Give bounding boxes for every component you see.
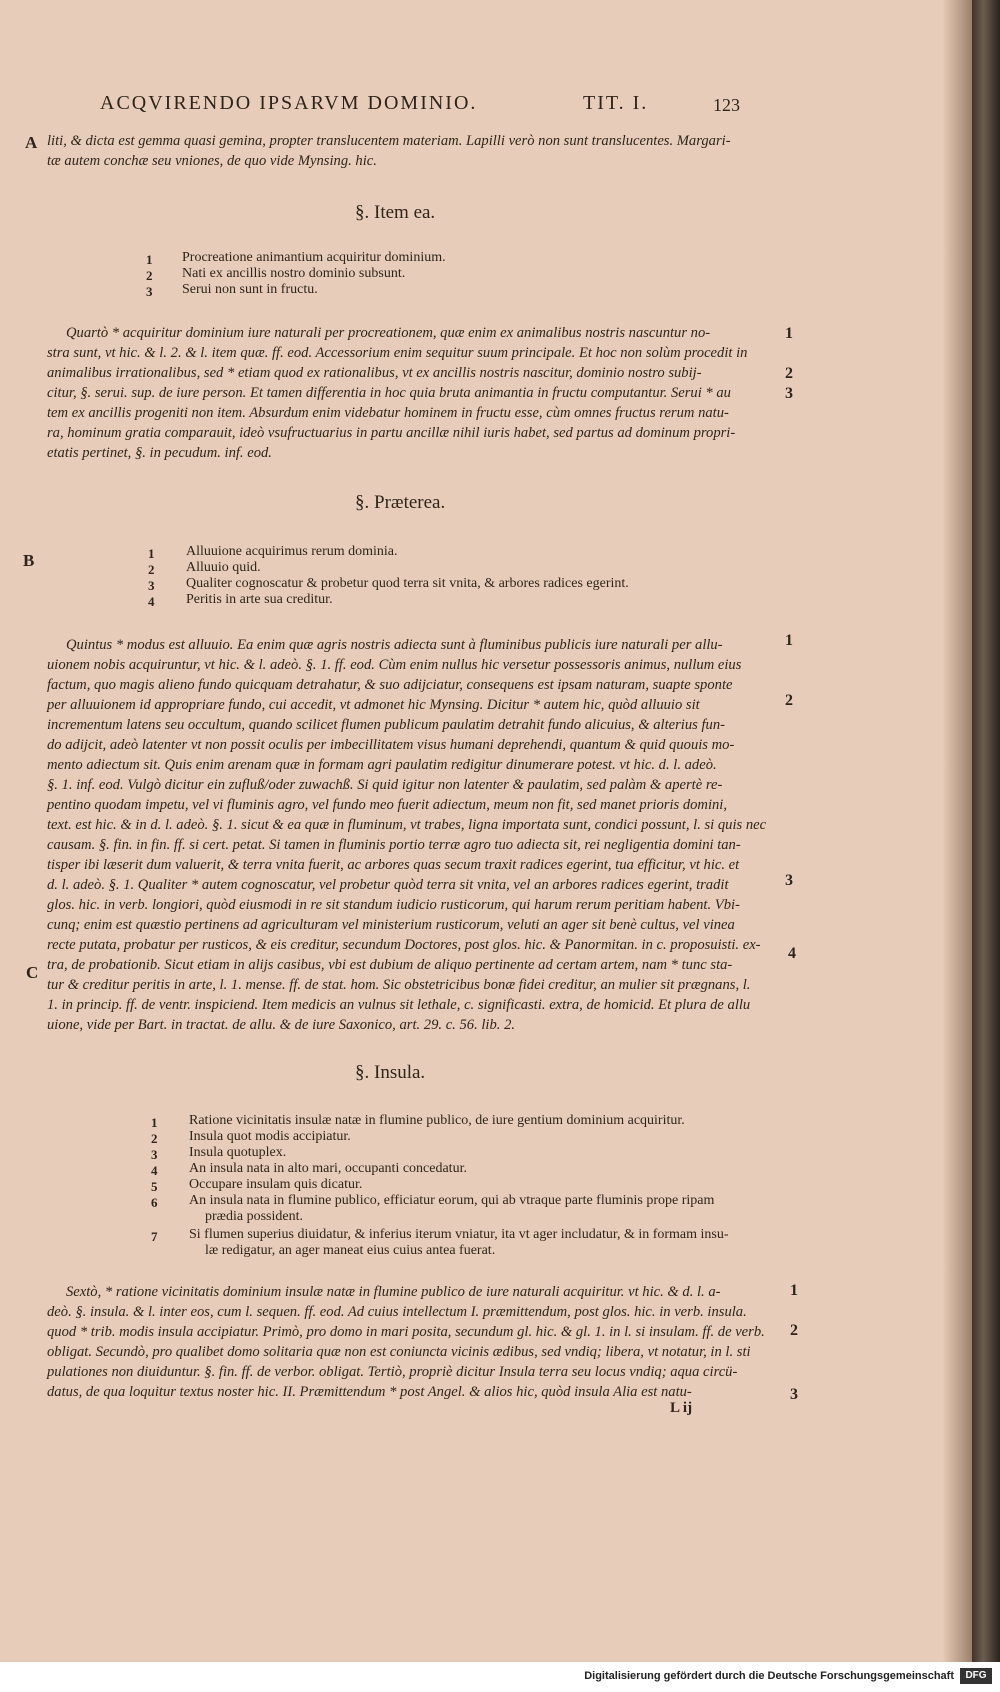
body-line: liti, & dicta est gemma quasi gemina, propter translucentem materiam. Lapilli verò non sunt translucentes. Margari- xyxy=(47,133,731,149)
body-line: tem ex ancillis progeniti non item. Absurdum enim videbatur hominem in fructu esse, cùm omnes fructus rerum natu- xyxy=(47,405,729,421)
margin-number: 2 xyxy=(785,365,793,382)
summary-number: 2 xyxy=(148,562,155,577)
body-line: obligat. Secundò, pro qualibet domo solitaria quæ non est coniuncta vicinis ædibus, sed vndiq; libera, vt notatur, in l. sti xyxy=(47,1344,751,1360)
body-line: Sextò, * ratione vicinitatis dominium insulæ natæ in flumine publico de iure naturali acquiritur. vt hic. & d. l. a- xyxy=(66,1284,721,1300)
body-line: glos. hic. in verb. longiori, quòd eiusmodi in re sit standum iudicio rusticorum, qui harum rerum peritiam habent. Vbi- xyxy=(47,897,740,913)
summary-number: 4 xyxy=(151,1163,158,1178)
dfg-logo: DFG xyxy=(960,1668,992,1684)
summary-item: Ratione vicinitatis insulæ natæ in flumine publico, de iure gentium dominium acquiritur. xyxy=(189,1113,685,1128)
summary-item-continuation: prædia possident. xyxy=(205,1209,303,1224)
summary-number: 3 xyxy=(148,578,155,593)
summary-item: Occupare insulam quis dicatur. xyxy=(189,1177,363,1192)
body-line: d. l. adeò. §. 1. Qualiter * autem cognoscatur, vel probetur quòd terra sit vnita, vel an arbores radices egerint, tradit xyxy=(47,877,729,893)
body-line: incrementum latens seu occultum, quando scilicet flumen publicum paulatim detrahit fundo alicuius, & alterius fun- xyxy=(47,717,725,733)
body-line: tur & creditur peritis in arte, l. 1. mense. ff. de stat. hom. Sic obstetricibus bonæ fidei creditur, an mulier sit prægnans, l. xyxy=(47,977,751,993)
running-title: ACQVIRENDO IPSARVM DOMINIO. xyxy=(100,92,478,114)
body-line: etatis pertinet, §. in pecudum. inf. eod. xyxy=(47,445,272,461)
summary-number: 1 xyxy=(146,252,153,267)
body-line: citur, §. serui. sup. de iure person. Et tamen differentia in hoc quia bruta animantia in fructu computantur. Serui * au xyxy=(47,385,731,401)
body-line: tra, de probationib. Sicut etiam in alijs casibus, vbi est dubium de aliquo pertinente ad certam artem, nam * tunc sta- xyxy=(47,957,733,973)
summary-number: 7 xyxy=(151,1229,158,1244)
summary-item: Si flumen superius diuidatur, & inferius iterum vniatur, ita vt ager includatur, & in formam insu- xyxy=(189,1227,729,1242)
margin-number: 1 xyxy=(790,1282,798,1299)
footer-bar xyxy=(0,1662,1000,1692)
body-line: quod * trib. modis insula accipiatur. Primò, pro domo in mari posita, secundum gl. hic. & gl. 1. in l. si insulam. ff. de verb. xyxy=(47,1324,765,1340)
summary-number: 5 xyxy=(151,1179,158,1194)
summary-number: 2 xyxy=(146,268,153,283)
summary-number: 1 xyxy=(148,546,155,561)
section-heading: §. Præterea. xyxy=(355,492,446,513)
body-line: Quintus * modus est alluuio. Ea enim quæ agris nostris adiecta sunt à fluminibus publicis iure naturali per allu- xyxy=(66,637,723,653)
margin-letter-b: B xyxy=(23,551,35,570)
body-line: recte putata, probatur per rusticos, & eis creditur, secundum Doctores, post glos. hic. & Panormitan. in c. proposuisti. ex- xyxy=(47,937,761,953)
body-line: stra sunt, vt hic. & l. 2. & l. item quæ. ff. eod. Accessorium enim sequitur suum principale. Et hoc non solùm procedit in xyxy=(47,345,748,361)
margin-number: 3 xyxy=(785,385,793,402)
body-line: animalibus irrationalibus, sed * etiam quod ex rationalibus, vt ex ancillis nostris nascitur, dominio nostro subij- xyxy=(47,365,702,381)
margin-letter-a: A xyxy=(25,133,38,152)
summary-number: 1 xyxy=(151,1115,158,1130)
summary-item: Peritis in arte sua creditur. xyxy=(186,592,333,607)
body-line: ra, hominum gratia comparauit, ideò vsufructuarius in partu ancillæ nihil iuris habet, sed partus ad dominum propri- xyxy=(47,425,736,441)
summary-item: Insula quot modis accipiatur. xyxy=(189,1129,351,1144)
summary-item: Insula quotuplex. xyxy=(189,1145,287,1160)
summary-number: 6 xyxy=(151,1195,158,1210)
body-line: mento adiectum sit. Quis enim arenam quæ in formam agri paulatim redigitur dinumerare potest. vt hic. d. l. adeò. xyxy=(47,757,717,773)
summary-item: An insula nata in alto mari, occupanti concedatur. xyxy=(189,1161,467,1176)
margin-number: 4 xyxy=(788,945,796,962)
summary-item: Serui non sunt in fructu. xyxy=(182,282,318,297)
title-number: TIT. I. xyxy=(583,92,649,114)
margin-number: 2 xyxy=(785,692,793,709)
margin-number: 3 xyxy=(785,872,793,889)
section-heading: §. Item ea. xyxy=(355,202,436,223)
summary-item: Alluuione acquirimus rerum dominia. xyxy=(186,544,398,559)
page-number: 123 xyxy=(713,95,740,115)
body-line: pentino quodam impetu, vel vi fluminis agro, vel fundo meo fuerit adiectum, meum non fit, sed manet prioris domini, xyxy=(47,797,728,813)
margin-letter-c: C xyxy=(26,963,39,982)
body-line: deò. §. insula. & l. inter eos, cum l. sequen. ff. eod. Ad cuius intellectum I. præmittendum, post glos. hic. in verb. insula. xyxy=(47,1304,747,1320)
summary-item: Nati ex ancillis nostro dominio subsunt. xyxy=(182,266,406,281)
summary-item: Alluuio quid. xyxy=(186,560,261,575)
summary-number: 2 xyxy=(151,1131,158,1146)
body-line: do adijcit, adeò latenter vt non possit oculis per imbecillitatem visus humani deprehendi, quantum & quid quouis mo- xyxy=(47,737,735,753)
body-line: causam. §. fin. in fin. ff. si cert. petat. Si tamen in fluminis portio terræ agro tuo adiecta sit, rei negligentia domini tan- xyxy=(47,837,741,853)
section-heading: §. Insula. xyxy=(355,1062,426,1083)
body-line: 1. in princip. ff. de ventr. inspiciend. Item medicis an vulnus sit lethale, c. significasti. extra, de homicid. Et plura de allu xyxy=(47,997,751,1013)
margin-number: 1 xyxy=(785,632,793,649)
summary-number: 4 xyxy=(148,594,155,609)
margin-number: 1 xyxy=(785,325,793,342)
body-line: uionem nobis acquiruntur, vt hic. & l. adeò. §. 1. ff. eod. Cùm enim nullus hic versetur possessoris animus, nullum eius xyxy=(47,657,742,673)
body-line: factum, quo magis alieno fundo quicquam detrahatur, & suo adijciatur, consequens est ipsam naturam, suapte sponte xyxy=(47,677,733,693)
summary-item-continuation: læ redigatur, an ager maneat eius cuius antea fuerat. xyxy=(205,1243,496,1258)
summary-item: An insula nata in flumine publico, efficiatur eorum, qui ab vtraque parte fluminis prope ripam xyxy=(189,1193,715,1208)
summary-item: Qualiter cognoscatur & probetur quod terra sit vnita, & arbores radices egerint. xyxy=(186,576,629,591)
body-line: uione, vide per Bart. in tractat. de allu. & de iure Saxonico, art. 29. c. 56. lib. 2. xyxy=(47,1017,516,1033)
body-line: §. 1. inf. eod. Vulgò dicitur ein zufluß/oder zuwachß. Si quid igitur non latenter & paulatim, sed palàm & apertè re- xyxy=(47,777,723,793)
digitization-credit: Digitalisierung gefördert durch die Deutsche Forschungsgemeinschaft xyxy=(584,1670,954,1682)
summary-number: 3 xyxy=(151,1147,158,1162)
book-edge xyxy=(972,0,1000,1662)
margin-number: 2 xyxy=(790,1322,798,1339)
signature-mark: L ij xyxy=(670,1400,693,1416)
body-line: per alluuionem id appropriare fundo, cui accedit, vt admonet hic Mynsing. Dicitur * autem hic, quòd alluuio sit xyxy=(47,697,700,713)
body-line: tisper ibi læserit dum valuerit, & terra vnita fuerit, ac arbores quas secum traxit radices egerint, tua efficitur, vt hic. et xyxy=(47,857,740,873)
body-line: tæ autem conchæ seu vniones, de quo vide Mynsing. hic. xyxy=(47,153,377,169)
body-line: pulationes non diuiduntur. §. fin. ff. de verbor. obligat. Tertiò, propriè dicitur Insula terra seu locus vndiq; aqua circü- xyxy=(47,1364,738,1380)
body-line: cunq; enim est quæstio pertinens ad agriculturam vel ministerium rusticorum, veluti an ager sit benè cultus, vel vinea xyxy=(47,917,735,933)
summary-number: 3 xyxy=(146,284,153,299)
margin-number: 3 xyxy=(790,1386,798,1403)
summary-item: Procreatione animantium acquiritur dominium. xyxy=(182,250,446,265)
body-line: Quartò * acquiritur dominium iure naturali per procreationem, quæ enim ex animalibus nostris nascuntur no- xyxy=(66,325,711,341)
body-line: datus, de qua loquitur textus noster hic. II. Præmittendum * post Angel. & alios hic, quòd insula Alia est natu- xyxy=(47,1384,692,1400)
body-line: text. est hic. & in d. l. adeò. §. 1. sicut & ea quæ in fluminum, vt trabes, ligna importata sunt, condici possunt, l. si quis nec xyxy=(47,817,767,833)
